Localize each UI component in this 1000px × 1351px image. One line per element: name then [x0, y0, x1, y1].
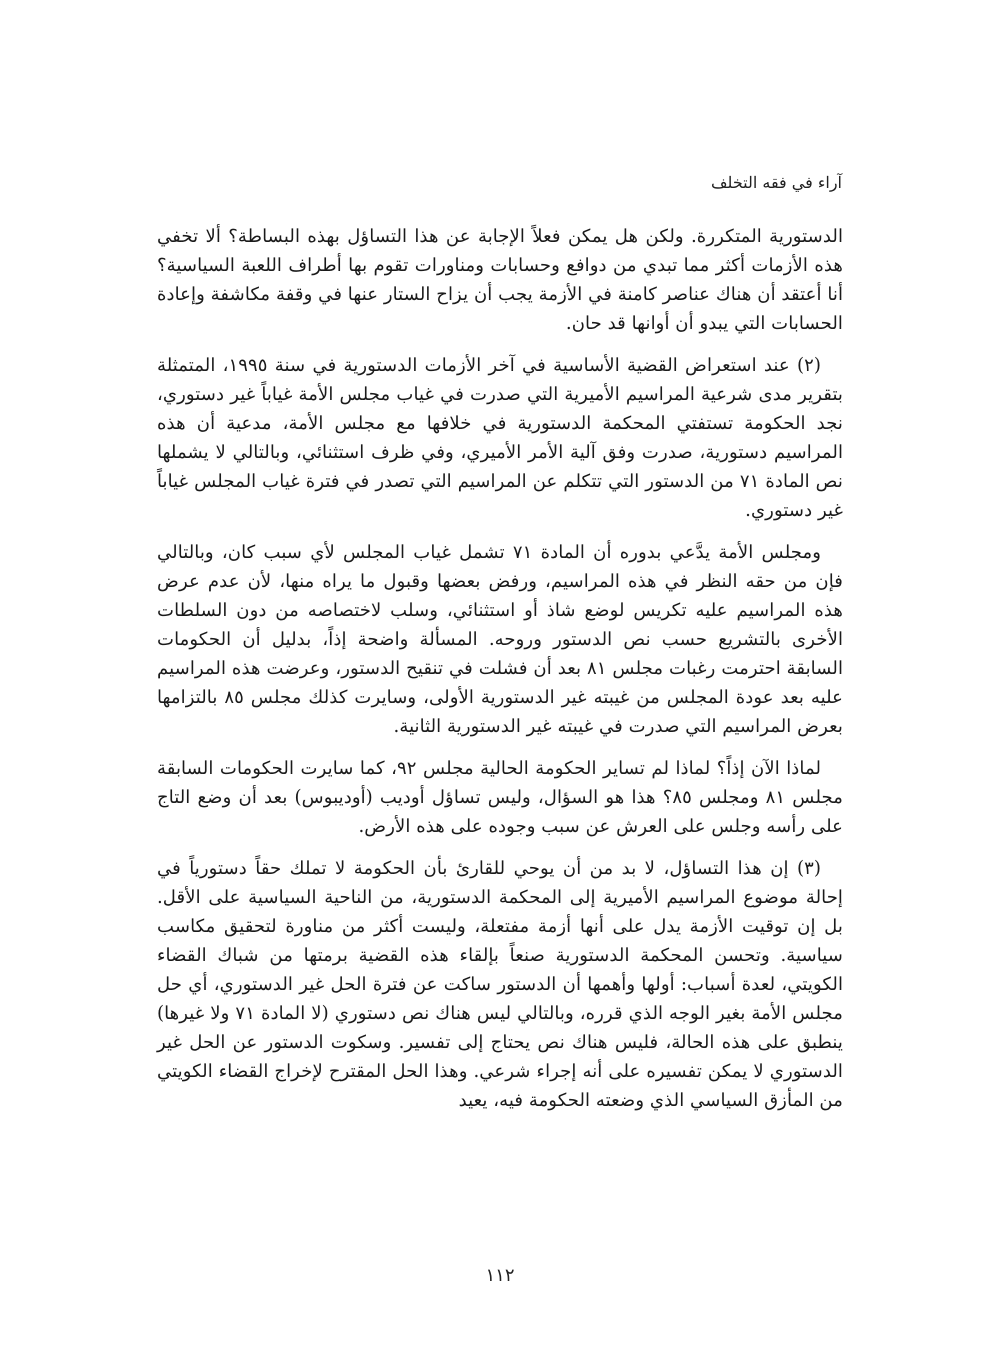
running-head-title: آراء في فقه التخلف: [710, 173, 842, 192]
paragraph: ومجلس الأمة يدَّعي بدوره أن المادة ٧١ تشمل غياب المجلس لأي سبب كان، وبالتالي فإن من حقه النظر في هذه المراسيم، ورفض بعضها وقبول ما يراه منها، لأن عدم عرض هذه المراسيم عليه تكريس لوضع شاذ أو استثنائي، وسلب لاختصاصه من دون السلطات الأخرى بالتشريع حسب نص الدستور وروحه. المسألة واضحة إذاً، بدليل أن الحكومات السابقة احترمت رغبات مجلس ٨١ بعد أن فشلت في تنقيح الدستور، وعرضت هذه المراسيم عليه بعد عودة المجلس من غيبته غير الدستورية الأولى، وسايرت كذلك مجلس ٨٥ بالتزامها بعرض المراسيم التي صدرت في غيبته غير الدستورية الثانية.: [157, 542, 844, 737]
page-number: ١١٢: [485, 1265, 515, 1286]
paragraph: الدستورية المتكررة. ولكن هل يمكن فعلاً الإجابة عن هذا التساؤل بهذه البساطة؟ ألا تخفي هذه الأزمات أكثر مما تبدي من دوافع وحسابات ومناورات تقوم بها أطراف اللعبة السياسية؟ أنا أعتقد أن هناك عناصر كامنة في الأزمة يجب أن يزاح الستار عنها في وقفة مكاشفة وإعادة الحسابات التي يبدو أن أوانها قد حان.: [157, 226, 843, 334]
body-text: [157, 222, 843, 1128]
paragraph: لماذا الآن إذاً؟ لماذا لم تساير الحكومة الحالية مجلس ٩٢، كما سايرت الحكومات السابقة مجلس ٨١ ومجلس ٨٥؟ هذا هو السؤال، وليس تساؤل أوديب (أوديبوس) بعد أن وضع التاج على رأسه وجلس على العرش عن سبب وجوده على هذه الأرض.: [157, 758, 844, 837]
paragraph: (٣) إن هذا التساؤل، لا بد من أن يوحي للقارئ بأن الحكومة لا تملك حقاً دستورياً في إحالة موضوع المراسيم الأميرية إلى المحكمة الدستورية، من الناحية السياسية على الأقل. بل إن توقيت الأزمة يدل على أنها أزمة مفتعلة، وليست أكثر من مناورة لتحقيق مكاسب سياسية. وتحسن المحكمة الدستورية صنعاً بإلقاء هذه القضية برمتها من شباك القضاء الكويتي، لعدة أسباب: أولها وأهمها أن الدستور ساكت عن فترة الحل غير الدستوري، أي حل مجلس الأمة بغير الوجه الذي قرره، وبالتالي ليس هناك نص دستوري (لا المادة ٧١ ولا غيرها) ينطبق على هذه الحالة، فليس هناك نص يحتاج إلى تفسير. وسكوت الدستور عن الحل غير الدستوري لا يمكن تفسيره على أنه إجراء شرعي. وهذا الحل المقترح لإخراج القضاء الكويتي من المأزق السياسي الذي وضعته الحكومة فيه، يعيد: [157, 858, 844, 1111]
paragraph: (٢) عند استعراض القضية الأساسية في آخر الأزمات الدستورية في سنة ١٩٩٥، المتمثلة بتقرير مدى شرعية المراسيم الأميرية التي صدرت في غياب مجلس الأمة غياباً غير دستوري، نجد الحكومة تستفتي المحكمة الدستورية في خلافها مع مجلس الأمة، مدعية أن هذه المراسيم دستورية، صدرت وفق آلية الأمر الأميري، وفي ظرف استثنائي، وبالتالي لا يشملها نص المادة ٧١ من الدستور التي تتكلم عن المراسيم التي تصدر في فترة غياب المجلس غياباً غير دستوري.: [157, 355, 843, 521]
